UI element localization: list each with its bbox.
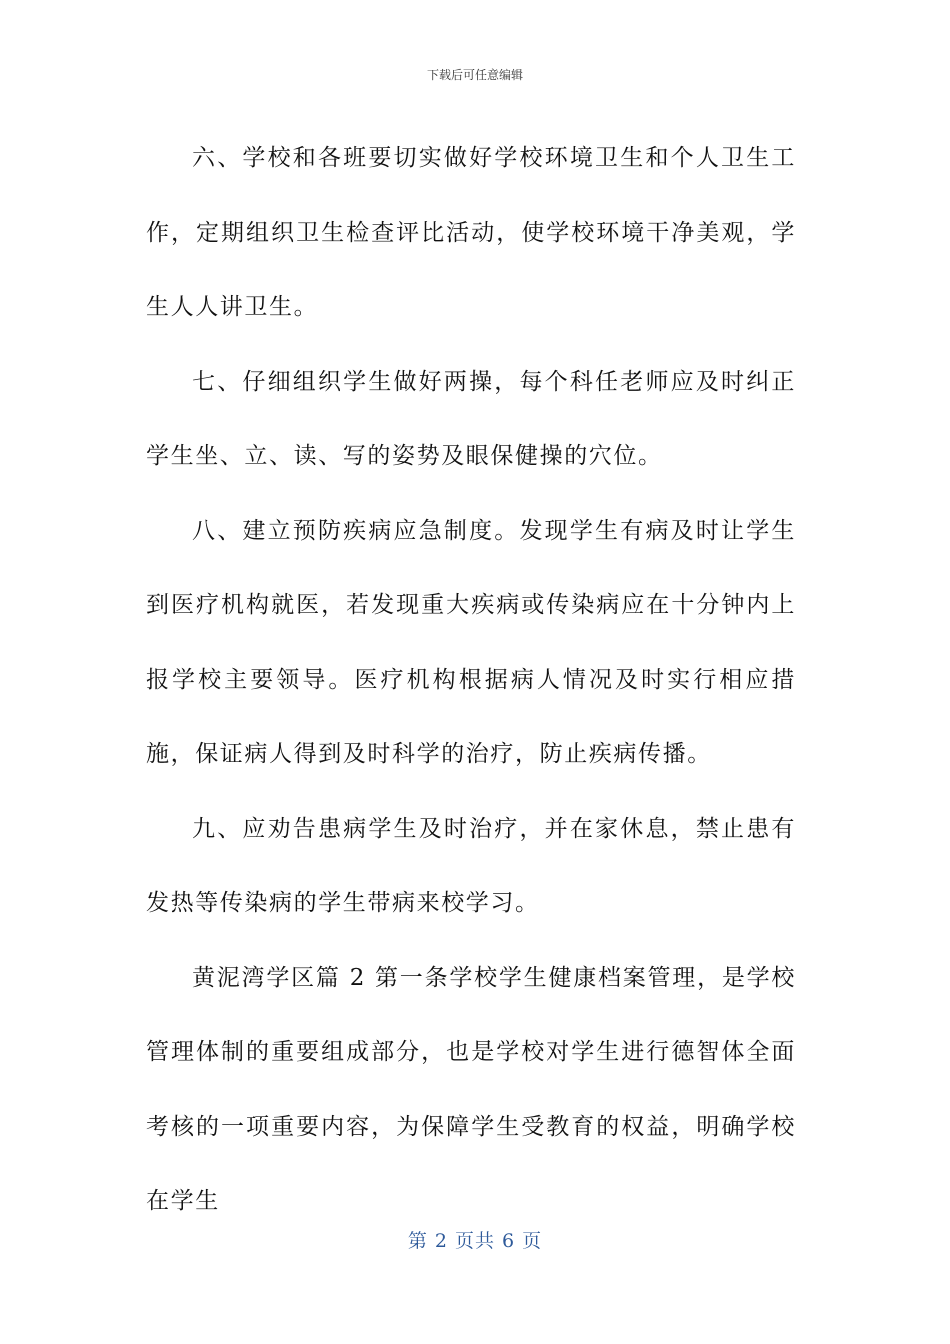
document-body xyxy=(146,121,796,1239)
paragraph-item-8: 八、建立预防疾病应急制度。发现学生有病及时让学生到医疗机构就医，若发现重大疾病或传染病应在十分钟内上报学校主要领导。医疗机构根据病人情况及时实行相应措施，保证病人得到及时科学的治疗，防止疾病传播。 xyxy=(146,517,796,767)
paragraph-article-1: 黄泥湾学区篇 2 第一条学校学生健康档案管理，是学校管理体制的重要组成部分，也是学校对学生进行德智体全面考核的一项重要内容，为保障学生受教育的权益，明确学校在学生 xyxy=(146,964,796,1214)
header-note: 下载后可任意编辑 xyxy=(426,68,523,82)
paragraph-item-6: 六、学校和各班要切实做好学校环境卫生和个人卫生工作，定期组织卫生检查评比活动，使学校环境干净美观，学生人人讲卫生。 xyxy=(146,145,796,320)
page-number-footer: 第 2 页共 6 页 xyxy=(407,1230,543,1252)
paragraph-item-9: 九、应劝告患病学生及时治疗，并在家休息，禁止患有发热等传染病的学生带病来校学习。 xyxy=(146,815,796,916)
paragraph-item-7: 七、仔细组织学生做好两操，每个科任老师应及时纠正学生坐、立、读、写的姿势及眼保健操的穴位。 xyxy=(146,368,796,469)
